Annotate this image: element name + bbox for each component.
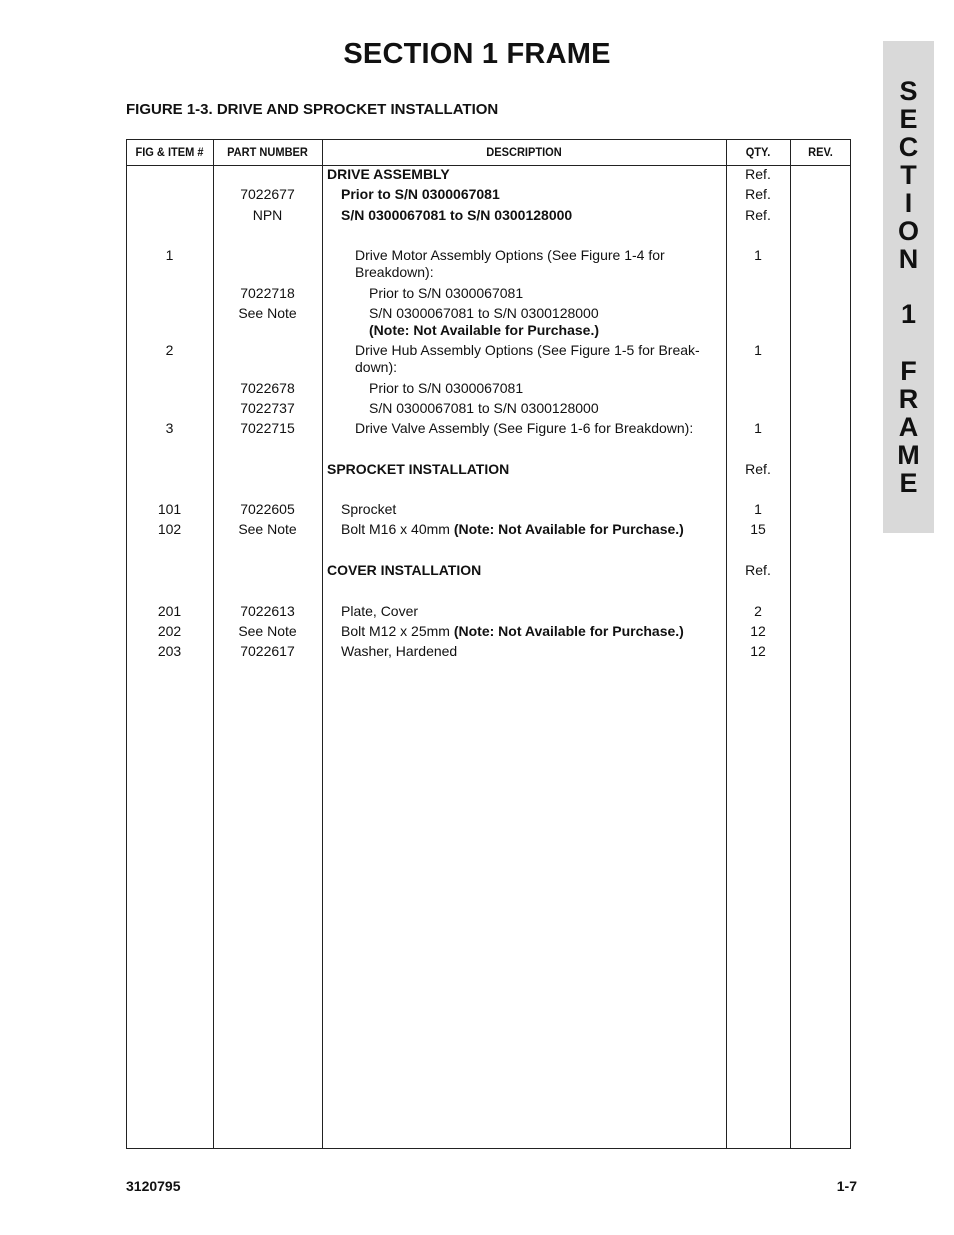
- description-text: Prior to S/N 0300067081: [369, 380, 524, 396]
- description-text: S/N 0300067081 to S/N 0300128000: [369, 400, 599, 416]
- quantity: Ref.: [745, 186, 771, 202]
- description-text: S/N 0300067081 to S/N 0300128000: [369, 305, 599, 321]
- header-part-number: PART NUMBER: [227, 145, 308, 159]
- purchase-note: (Note: Not Available for Purchase.): [453, 623, 684, 639]
- quantity: Ref.: [745, 207, 771, 223]
- page-title: SECTION 1 FRAME: [343, 38, 611, 70]
- part-number: 7022715: [240, 420, 295, 436]
- column-divider: [322, 139, 323, 1149]
- header-description: DESCRIPTION: [486, 145, 562, 159]
- part-number: 7022617: [240, 643, 295, 659]
- quantity: Ref.: [745, 166, 771, 182]
- quantity: 1: [754, 420, 762, 436]
- quantity: 15: [750, 521, 766, 537]
- side-tab-letter: R: [898, 384, 919, 414]
- quantity: 12: [750, 623, 766, 639]
- header-rev: REV.: [808, 145, 833, 159]
- description-text: Sprocket: [341, 501, 397, 517]
- description-text: Drive Motor Assembly Options (See Figure 1-4 for: [355, 247, 665, 263]
- description-text: Breakdown):: [355, 264, 434, 280]
- part-number: 7022678: [240, 380, 295, 396]
- part-number: 7022605: [240, 501, 295, 517]
- quantity: 1: [754, 247, 762, 263]
- description-text: down):: [355, 359, 398, 375]
- fig-item-number: 101: [157, 501, 182, 517]
- part-number: 7022677: [240, 186, 295, 202]
- side-tab-letter: O: [897, 216, 919, 246]
- quantity: 1: [754, 501, 762, 517]
- purchase-note: (Note: Not Available for Purchase.): [453, 521, 684, 537]
- figure-title: FIGURE 1-3. DRIVE AND SPROCKET INSTALLATION: [126, 101, 499, 118]
- description-text: Drive Valve Assembly (See Figure 1-6 for Breakdown):: [355, 420, 694, 436]
- quantity: 12: [750, 643, 766, 659]
- description-text: Washer, Hardened: [341, 643, 458, 659]
- description-text: Prior to S/N 0300067081: [369, 285, 524, 301]
- side-tab-letter: M: [897, 440, 920, 470]
- fig-item-number: 202: [157, 623, 182, 639]
- header-qty: QTY.: [745, 145, 771, 159]
- part-number: See Note: [238, 305, 297, 321]
- document-number: 3120795: [126, 1178, 181, 1194]
- part-number: See Note: [238, 521, 297, 537]
- description-text: [341, 521, 684, 538]
- side-tab-letter: I: [904, 188, 913, 218]
- page-number: 1-7: [836, 1178, 857, 1194]
- side-tab-letter: C: [898, 132, 919, 162]
- fig-item-number: 102: [157, 521, 182, 537]
- description-text: [341, 623, 684, 640]
- description-text-part: Bolt M16 x 40mm: [341, 521, 454, 537]
- fig-item-number: 203: [157, 643, 182, 659]
- side-tab-letter: S: [899, 76, 918, 106]
- side-tab-letter: T: [900, 160, 917, 190]
- column-divider: [790, 139, 791, 1149]
- section-side-tab: [883, 41, 934, 533]
- part-number: 7022737: [240, 400, 295, 416]
- description-text: Drive Hub Assembly Options (See Figure 1-5 for Break-: [355, 342, 700, 358]
- part-number: 7022613: [240, 603, 295, 619]
- part-number: NPN: [252, 207, 283, 223]
- description-text-part: Bolt M12 x 25mm: [341, 623, 454, 639]
- side-tab-letter: A: [898, 412, 919, 442]
- description-text: Prior to S/N 0300067081: [341, 186, 500, 202]
- part-number: See Note: [238, 623, 297, 639]
- side-tab-letter: E: [899, 104, 918, 134]
- side-tab-letter: E: [899, 468, 918, 498]
- description-text: COVER INSTALLATION: [327, 562, 482, 578]
- side-tab-letter: N: [898, 244, 919, 274]
- part-number: 7022718: [240, 285, 295, 301]
- description-text: Plate, Cover: [341, 603, 419, 619]
- description-text: DRIVE ASSEMBLY: [327, 166, 450, 182]
- fig-item-number: 1: [165, 247, 174, 263]
- quantity: 2: [754, 603, 762, 619]
- fig-item-number: 2: [165, 342, 174, 358]
- fig-item-number: 201: [157, 603, 182, 619]
- description-text: S/N 0300067081 to S/N 0300128000: [341, 207, 573, 223]
- description-text: SPROCKET INSTALLATION: [327, 461, 510, 477]
- fig-item-number: 3: [165, 420, 174, 436]
- side-tab-letter: F: [900, 356, 917, 386]
- side-tab-letter: 1: [900, 299, 917, 329]
- quantity: Ref.: [745, 461, 771, 477]
- quantity: 1: [754, 342, 762, 358]
- quantity: Ref.: [745, 562, 771, 578]
- purchase-note: (Note: Not Available for Purchase.): [369, 322, 600, 338]
- header-fig-item: FIG & ITEM #: [135, 145, 204, 159]
